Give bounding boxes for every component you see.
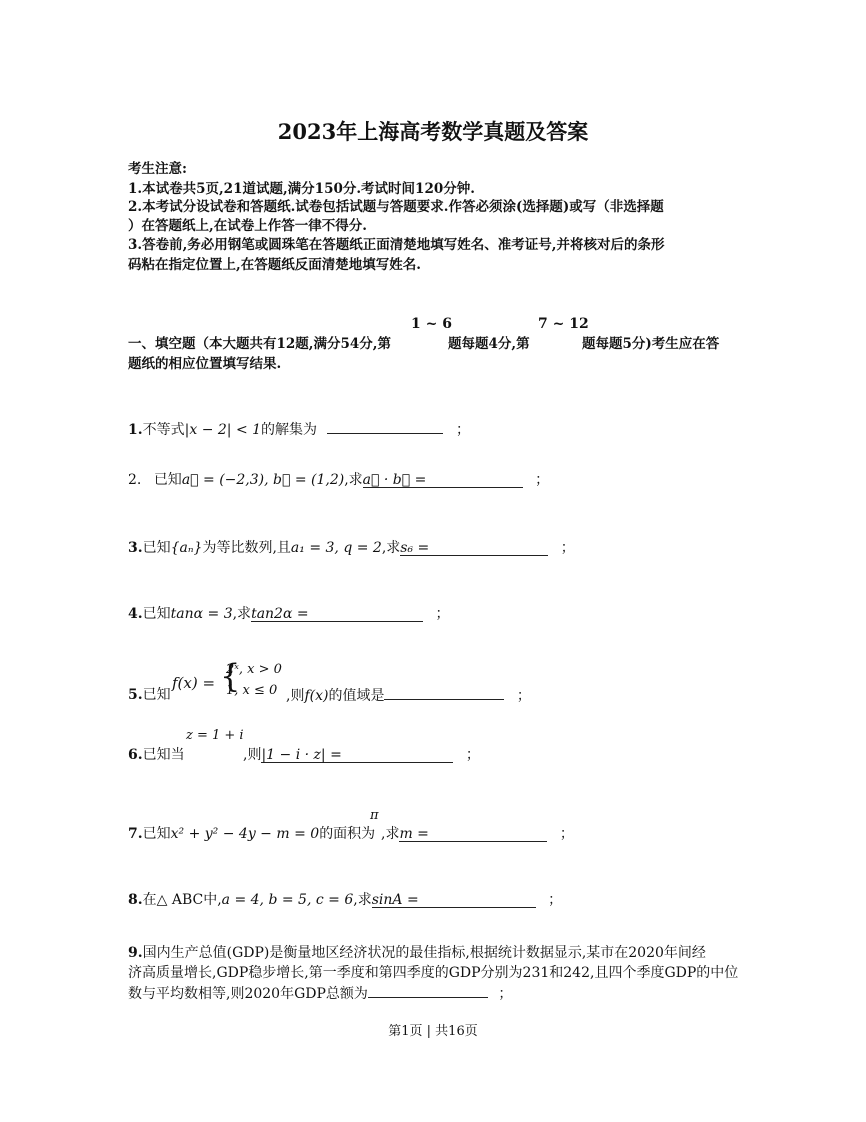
q9-line-1: 国内生产总值(GDP)是衡量地区经济状况的最佳指标,根据统计数据显示,某市在2020年间经 <box>142 945 706 961</box>
question-1 <box>128 418 470 439</box>
answer-blank-4[interactable] <box>251 606 423 622</box>
q3-math3: s₆ = <box>400 540 430 556</box>
question-number: 3. <box>128 540 143 556</box>
question-7 <box>128 823 375 843</box>
q4-end: ； <box>435 606 450 622</box>
question-3 <box>128 537 575 557</box>
question-number: 8. <box>128 892 143 908</box>
answer-blank-7[interactable] <box>399 826 547 842</box>
answer-blank-8[interactable] <box>372 892 536 908</box>
q6-text: 已知当 <box>142 747 185 763</box>
q3-text: 已知 <box>142 540 171 556</box>
q1-text: 不等式 <box>142 422 185 438</box>
notice-line-2a: 2.本考试分设试卷和答题纸.试卷包括试题与答题要求.作答必须涂(选择题)或写（非选择题 <box>128 199 664 215</box>
q6-condition: z = 1 + i <box>186 728 244 743</box>
q3-text-mid2: ,求 <box>381 540 401 556</box>
q5-end: ； <box>516 688 531 704</box>
q6-text-mid: ,则 <box>243 747 262 763</box>
q5-case-2: 1, x ≤ 0 <box>226 683 278 698</box>
q2-text-mid: ,求 <box>344 472 363 488</box>
notice-line-1: 1.本试卷共5页,21道试题,满分150分.考试时间120分钟. <box>128 181 475 197</box>
question-9 <box>128 942 706 962</box>
range-1: 1 ~ 6 <box>411 316 452 332</box>
question-number: 7. <box>128 826 143 842</box>
q8-end: ； <box>548 892 563 908</box>
q8-math: a = 4, b = 5, c = 6 <box>221 892 354 908</box>
q7-end: ； <box>559 826 574 842</box>
q5-case-1: 2ˣ, x > 0 <box>226 662 282 677</box>
q3-math: {aₙ} <box>170 540 203 556</box>
q3-end: ； <box>560 540 575 556</box>
q8-text-mid: ,求 <box>353 892 372 908</box>
q8-text: 在△ ABC中, <box>142 892 222 908</box>
q4-text-mid: ,求 <box>232 606 252 622</box>
question-number: 5. <box>128 687 143 703</box>
q3-text-mid: 为等比数列,且 <box>202 540 291 556</box>
q7-rest <box>381 823 574 843</box>
page-footer: 第1页 | 共16页 <box>388 1024 478 1039</box>
answer-blank-5[interactable] <box>384 684 504 700</box>
section-title-line2: 题纸的相应位置填写结果. <box>128 356 282 372</box>
answer-blank-9[interactable] <box>368 982 488 998</box>
q2-math2: a⃗ · b⃗ = <box>362 472 427 488</box>
page-title: 2023年上海高考数学真题及答案 <box>277 119 589 144</box>
q4-math: tanα = 3 <box>170 606 233 622</box>
notice-line-2b: ）在答题纸上,在试卷上作答一律不得分. <box>128 218 367 234</box>
q7-text-mid: 的面积为 <box>319 826 376 842</box>
section-title-a: 一、填空题（本大题共有12题,满分54分,第 <box>128 336 391 352</box>
question-2 <box>128 469 549 489</box>
q2-text: 已知 <box>153 472 182 488</box>
range-2: 7 ~ 12 <box>538 316 589 332</box>
question-5 <box>128 684 171 704</box>
q9-line-2: 济高质量增长,GDP稳步增长,第一季度和第四季度的GDP分别为231和242,且四个季度GDP的中位 <box>128 965 739 981</box>
question-number: 4. <box>128 606 143 622</box>
q7-text-mid2: ,求 <box>381 826 400 842</box>
q5-text-mid: ,则 <box>286 688 305 704</box>
question-8 <box>128 889 562 909</box>
q4-math2: tan2α = <box>251 606 309 622</box>
answer-blank-3[interactable] <box>400 540 548 556</box>
notice-line-3a: 3.答卷前,务必用钢笔或圆珠笔在答题纸正面清楚地填写姓名、准考证号,并将核对后的条形 <box>128 237 665 253</box>
q8-math2: sinA = <box>371 892 419 908</box>
question-6 <box>128 744 185 764</box>
q7-area-value: π <box>370 808 379 823</box>
q9-line-3-wrap <box>128 982 512 1003</box>
q1-end: ； <box>455 422 470 438</box>
q5-math2: f(x) <box>304 688 329 704</box>
q6-math2: |1 − i · z| = <box>261 747 342 763</box>
answer-blank-6[interactable] <box>261 747 453 763</box>
q6-rest <box>243 744 480 764</box>
answer-blank-1[interactable] <box>327 418 443 434</box>
section-title-c: 题每题5分)考生应在答 <box>582 336 720 352</box>
notice-heading: 考生注意: <box>128 161 187 177</box>
q9-line-3: 数与平均数相等,则2020年GDP总额为 <box>128 986 368 1002</box>
question-4 <box>128 603 450 623</box>
question-number: 2. <box>128 472 142 488</box>
q7-text: 已知 <box>142 826 171 842</box>
q5-rest <box>286 684 531 705</box>
q2-math: a⃗ = (−2,3), b⃗ = (1,2) <box>181 472 345 488</box>
question-number: 9. <box>128 945 143 961</box>
answer-blank-2[interactable] <box>363 472 523 488</box>
q1-text-post: 的解集为 <box>261 422 318 438</box>
q5-func: f(x) = <box>172 674 216 692</box>
q2-end: ； <box>535 472 550 488</box>
q6-end: ； <box>465 747 480 763</box>
notice-line-3b: 码粘在指定位置上,在答题纸反面清楚地填写姓名. <box>128 257 421 273</box>
question-number: 6. <box>128 747 143 763</box>
q3-math2: a₁ = 3, q = 2 <box>290 540 382 556</box>
q5-text: 已知 <box>142 687 171 703</box>
q4-text: 已知 <box>142 606 171 622</box>
q5-text-post: 的值域是 <box>328 688 385 704</box>
q7-math2: m = <box>399 826 429 842</box>
q9-end: ； <box>498 986 513 1002</box>
question-number: 1. <box>128 422 143 438</box>
left-brace: { <box>220 657 241 695</box>
q1-math: |x − 2| < 1 <box>184 422 262 438</box>
q7-math: x² + y² − 4y − m = 0 <box>170 826 320 842</box>
section-title-b: 题每题4分,第 <box>448 336 530 352</box>
